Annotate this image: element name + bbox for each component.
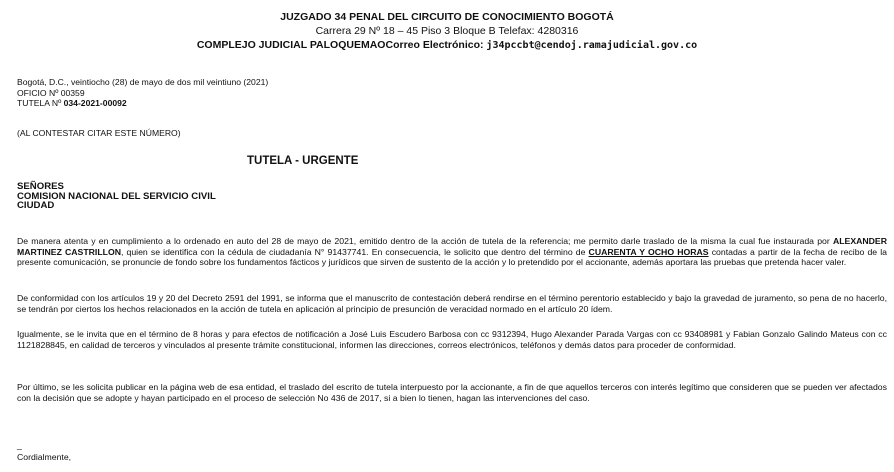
separator-mark: _ — [17, 440, 22, 450]
tutela-reference — [17, 98, 268, 109]
paragraph-text: De manera atenta y en cumplimiento a lo ordenado en auto del 28 de mayo de 2021, emitido dentro de la acción de tutela de la referencia; me permito darle traslado de la misma la cual fue instaurada por — [17, 236, 833, 246]
urgent-title: TUTELA - URGENTE — [247, 155, 359, 167]
letter-meta — [17, 77, 268, 109]
paragraph-text: contadas a partir de la fecha de recibo de la presente comunicación, se pronuncie de fondo sobre los fundamentos fácticos y jurídicos que sirven de sustento de la acción y lo pretendido por el accionante, además aportara las pruebas que pretenda hacer valer. — [17, 246, 888, 267]
tutela-label: TUTELA Nº — [17, 98, 64, 108]
oficio-number: OFICIO Nº 00359 — [17, 87, 85, 98]
paragraph-publication: Por último, se les solicita publicar en la página web de esa entidad, el traslado del escrito de tutela interpuesto por la accionante, a fin de que aquellos terceros con interés legítimo que consideren que se pueden ver afectados con la decisión que se adopte y hayan participado en el proceso de selección No 436 de 2017, si a bien lo tienen, hagan las intervenciones del caso. — [17, 382, 887, 403]
plaintiff-name: ALEXANDER MARTINEZ CASTRILLON — [17, 236, 887, 257]
court-name: JUZGADO 34 PENAL DEL CIRCUITO DE CONOCIMIENTO BOGOTÁ — [280, 11, 614, 23]
response-term: CUARENTA Y OCHO HORAS — [588, 246, 709, 257]
letter-date: Bogotá, D.C., veintiocho (28) de mayo de dos mil veintiuno (2021) — [17, 77, 269, 87]
recipient-block — [17, 182, 216, 211]
paragraph-legal-basis: De conformidad con los artículos 19 y 20 del Decreto 2591 del 1991, se informa que el manuscrito de contestación deberá rendirse en el término perentorio establecido y bajo la gravedad de juramento, so pena de no hacerlo, se tendrán por ciertos los hechos relacionados en la acción de tutela en aplicación al principio de presunción de veracidad normado en el artículo 20 ídem. — [17, 293, 887, 314]
closing-salutation: Cordialmente, — [17, 452, 72, 462]
email-label: Correo Electrónico: — [385, 39, 487, 51]
paragraph-text: , quien se identifica con la cédula de ciudadanía N° 91437741. En consecuencia, le solicito que dentro del término de — [120, 246, 589, 257]
court-contact — [0, 39, 894, 51]
tutela-number: 034-2021-00092 — [63, 98, 127, 108]
judicial-complex: COMPLEJO JUDICIAL PALOQUEMAO — [196, 39, 386, 51]
court-address: Carrera 29 Nº 18 – 45 Piso 3 Bloque B Telefax: 4280316 — [315, 25, 579, 37]
court-email: j34pccbt@cendoj.ramajudicial.gov.co — [486, 40, 698, 51]
paragraph-third-parties: Igualmente, se le invita que en el término de 8 horas y para efectos de notificación a José Luis Escudero Barbosa con cc 9312394, Hugo Alexander Parada Vargas con cc 93408981 y Fabian Gonzalo Galindo Mateus con cc 1121828845, en calidad de terceros y vinculados al presente trámite constitucional, informen las direcciones, correos electrónicos, teléfonos y demás datos para proceder de conformidad. — [17, 329, 887, 350]
recipient-line-2: COMISION NACIONAL DEL SERVICIO CIVIL — [17, 190, 216, 202]
paragraph-notification — [17, 236, 887, 268]
recipient-line-3: CIUDAD — [17, 200, 55, 212]
citation-note: (AL CONTESTAR CITAR ESTE NÚMERO) — [17, 128, 181, 138]
recipient-line-1: SEÑORES — [17, 181, 64, 192]
